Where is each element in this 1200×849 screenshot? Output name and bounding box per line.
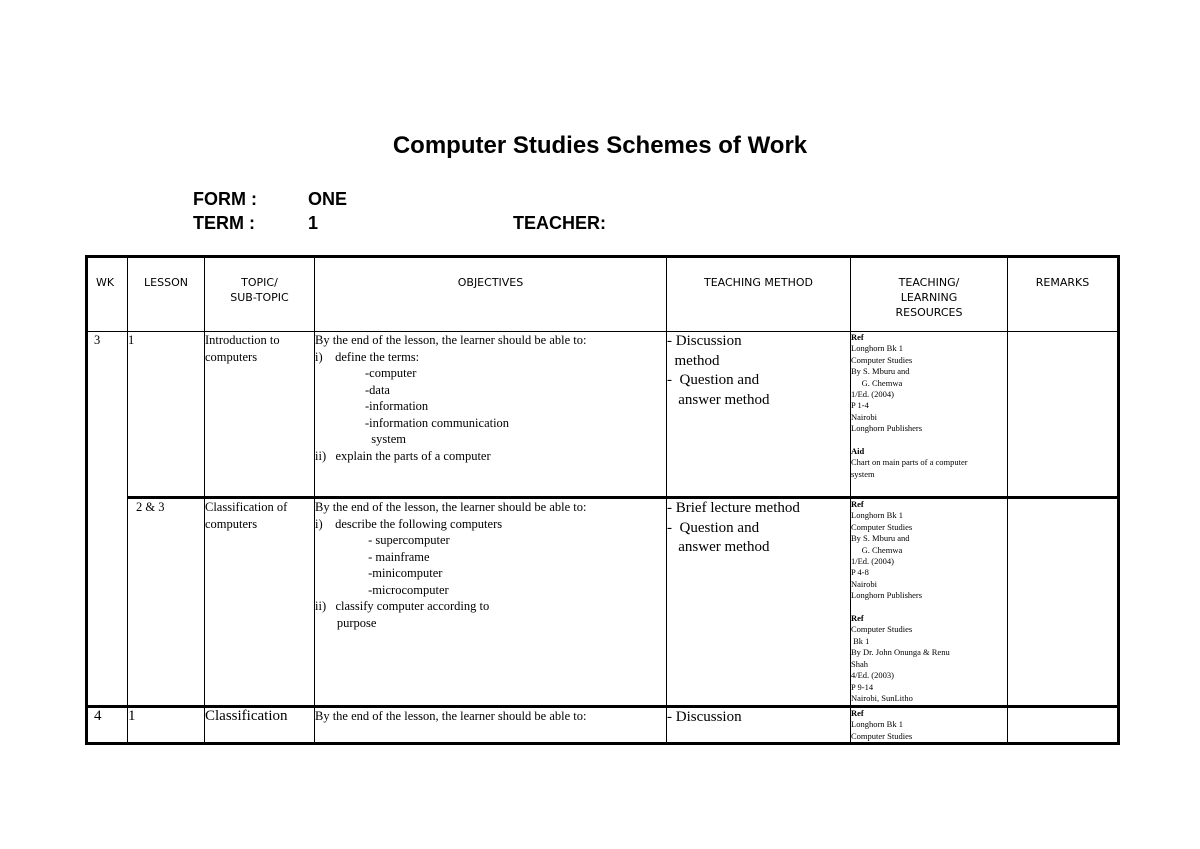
- objective-line: ii) classify computer according to: [315, 599, 490, 613]
- resource-line: Nairobi, SunLitho: [851, 692, 913, 703]
- resource-line: Computer Studies: [851, 354, 913, 365]
- topic-cell: Introduction to computers: [205, 332, 315, 498]
- page-title: Computer Studies Schemes of Work: [392, 132, 808, 159]
- table-row: [87, 498, 1119, 707]
- objective-line: By the end of the lesson, the learner should be able to:: [315, 709, 587, 723]
- resource-line: Shah: [851, 658, 868, 669]
- objective-line: ii) explain the parts of a computer: [315, 448, 491, 463]
- resource-line: [851, 435, 1007, 446]
- objective-line: system: [315, 432, 406, 446]
- objective-line: - mainframe: [315, 549, 430, 564]
- resource-line: Longhorn Bk 1: [851, 719, 903, 730]
- teaching-method-cell: - Discussion: [667, 707, 851, 744]
- objective-line: By the end of the lesson, the learner should be able to:: [315, 333, 587, 347]
- week-cell: 3: [87, 332, 128, 707]
- term-label: TERM :: [193, 213, 255, 233]
- teaching-method-cell: - Discussion method - Question and answer method: [667, 332, 851, 498]
- resource-line: Computer Studies: [851, 730, 913, 741]
- objective-line: -data: [315, 382, 390, 397]
- objective-line: -information communication: [315, 415, 510, 430]
- remarks-cell: [1008, 498, 1119, 707]
- resource-line: Ref: [851, 708, 864, 718]
- objective-line: -microcomputer: [315, 582, 449, 597]
- resource-line: By S. Mburu and: [851, 533, 910, 544]
- objective-line: - supercomputer: [315, 533, 450, 547]
- lesson-cell: 1: [128, 332, 205, 498]
- topic-cell: Classification: [205, 707, 315, 744]
- header-lesson: LESSON: [128, 257, 205, 332]
- topic-cell: Classification of computers: [205, 498, 315, 707]
- resource-line: Nairobi: [851, 411, 877, 422]
- resource-line: Computer Studies: [851, 624, 913, 635]
- resource-line: P 9-14: [851, 681, 874, 692]
- resource-line: Longhorn Bk 1: [851, 343, 903, 354]
- objectives-cell: [315, 707, 667, 744]
- header-teaching-method: TEACHING METHOD: [667, 257, 851, 332]
- table-row: [87, 332, 1119, 498]
- objective-line: i) describe the following computers: [315, 516, 503, 531]
- resource-line: Longhorn Publishers: [851, 590, 923, 601]
- resource-line: Chart on main parts of a computer: [851, 457, 968, 468]
- header-objectives: OBJECTIVES: [315, 257, 667, 332]
- objective-line: By the end of the lesson, the learner should be able to:: [315, 500, 587, 514]
- lesson-cell: 1: [128, 707, 205, 744]
- resource-line: P 4-8: [851, 567, 869, 578]
- resource-line: Ref: [851, 332, 864, 342]
- objective-line: -computer: [315, 366, 417, 380]
- header-remarks: REMARKS: [1008, 257, 1119, 332]
- objective-line: -minicomputer: [315, 566, 443, 580]
- form-label: FORM :: [193, 189, 257, 209]
- resource-line: Longhorn Bk 1: [851, 510, 903, 521]
- objective-line: i) define the terms:: [315, 349, 420, 364]
- header-wk: WK: [87, 257, 128, 332]
- remarks-cell: [1008, 332, 1119, 498]
- resource-line: Ref: [851, 499, 864, 509]
- schemes-table: [85, 255, 1120, 745]
- teaching-method-cell: - Brief lecture method - Question and answer method: [667, 498, 851, 707]
- resource-line: Ref: [851, 613, 864, 624]
- week-cell: 4: [87, 707, 128, 744]
- resource-line: 4/Ed. (2003): [851, 670, 894, 681]
- resource-line: P 1-4: [851, 400, 869, 411]
- resource-line: [851, 602, 1007, 613]
- resource-line: Nairobi: [851, 578, 877, 589]
- header-resources: TEACHING/ LEARNING RESOURCES: [851, 257, 1008, 332]
- resources-cell: [851, 332, 1008, 498]
- resource-line: By S. Mburu and: [851, 366, 910, 377]
- resource-line: Aid: [851, 446, 865, 457]
- objective-line: purpose: [315, 615, 377, 630]
- objectives-cell: [315, 332, 667, 498]
- resource-line: system: [851, 468, 875, 479]
- objective-line: -information: [315, 399, 429, 413]
- resource-line: G. Chemwa: [851, 377, 903, 388]
- term-value: 1: [308, 213, 319, 233]
- table-row: [87, 707, 1119, 744]
- header-topic: TOPIC/ SUB-TOPIC: [205, 257, 315, 332]
- resource-line: 1/Ed. (2004): [851, 389, 894, 400]
- resource-line: By Dr. John Onunga & Renu: [851, 647, 950, 658]
- resource-line: Computer Studies: [851, 521, 913, 532]
- resource-line: G. Chemwa: [851, 544, 903, 555]
- form-value: ONE: [308, 189, 348, 209]
- objectives-cell: [315, 498, 667, 707]
- table-header-row: [87, 257, 1119, 332]
- remarks-cell: [1008, 707, 1119, 744]
- resources-cell: [851, 707, 1008, 744]
- resource-line: Longhorn Publishers: [851, 423, 923, 434]
- resource-line: 1/Ed. (2004): [851, 556, 894, 567]
- teacher-label: TEACHER:: [513, 213, 606, 233]
- resource-line: Bk 1: [851, 635, 870, 646]
- lesson-cell: 2 & 3: [128, 498, 205, 707]
- resources-cell: [851, 498, 1008, 707]
